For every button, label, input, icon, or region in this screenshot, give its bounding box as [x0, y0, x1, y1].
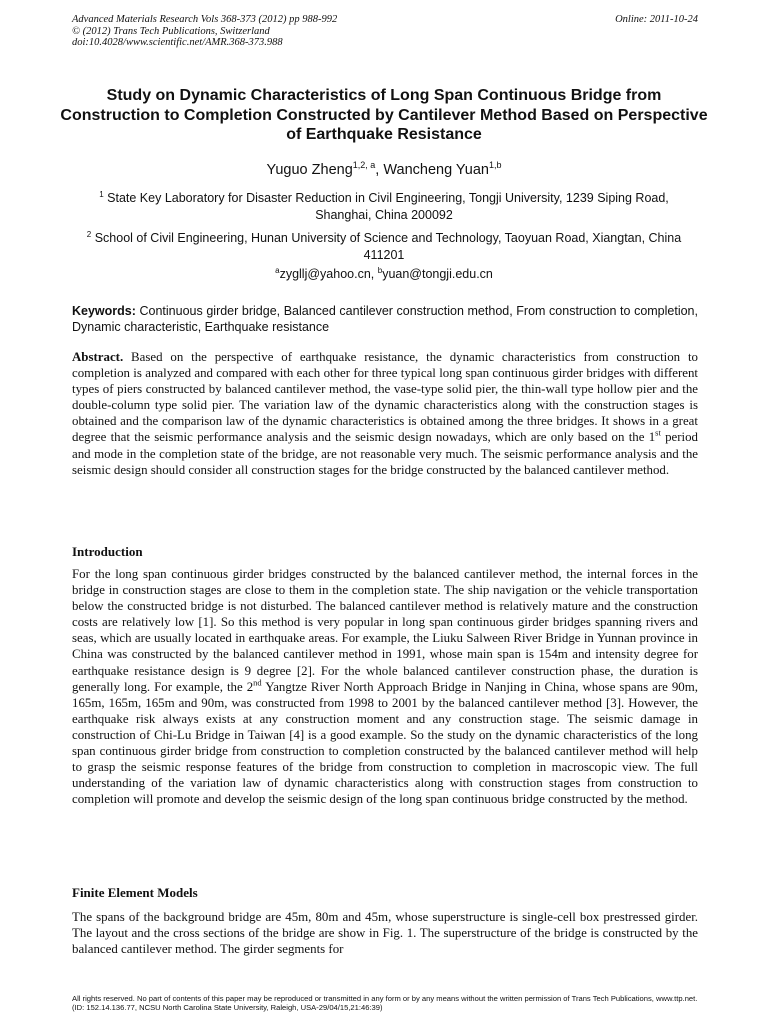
section-heading-introduction: Introduction — [72, 544, 143, 559]
author-name: Yuguo Zheng — [266, 161, 353, 178]
paragraph-text: For the long span continuous girder bridges constructed by the balanced cantilever method, the internal forces in the bridge in construction stages are close to them in the completion state. The ship navigation or the vehicle transportation below the constructed bridge is not disturbed. The balanced cantilever method is relatively mature and the construction costs are relatively low [1]. So this method is very popular in long span continuous girder bridges spanning rivers and seas, which are usually located in earthquake areas. For example, the Liuku Salween River Bridge in Yunnan province in China was constructed by the balanced cantilever method in 1991, whose main span is 154m and intensity degree for earthquake resistance design is 9 degree [2]. For the whole balanced cantilever construction phase, the duration is generally long. For example, the 2 — [72, 567, 698, 694]
journal-header — [72, 14, 698, 49]
email-mark: a — [275, 266, 280, 275]
affiliation-text: State Key Laboratory for Disaster Reduction in Civil Engineering, Tongji University, 1239 Siping Road, Shanghai, China 200092 — [107, 191, 669, 223]
doi-link[interactable]: doi:10.4028/www.scientific.net/AMR.368-373.988 — [72, 37, 283, 48]
introduction-body — [72, 566, 698, 807]
author-affiliation-mark: 1,b — [488, 160, 502, 170]
email-address[interactable]: zygllj@yahoo.cn, — [279, 267, 378, 282]
email-mark: b — [377, 266, 383, 275]
author-emails — [80, 262, 688, 283]
paragraph-text: Yangtze River North Approach Bridge in Nanjing in China, whose spans are 90m, 165m, 165m, 165m and 90m, was constructed from 1998 to 2001 by the balanced cantilever method [3]. However, the earthquake risk always exists at any construction moment and any construction stage. The seismic damage in construction of Chi-Lu Bridge in Taiwan [4] is a good example. So the study on the dynamic characteristics of the long span continuous girder bridge from construction to completion constructed by the balanced cantilever method will help to grasp the seismic response features of the bridge from construction to completion in macroscopic view. The full understanding of the variation law of dynamic characteristics along with construction stages from construction to completion will promote and develop the seismic design of the long span continuous bridge constructed by the method. — [72, 679, 698, 807]
author-list — [60, 160, 708, 178]
author-name: Wancheng Yuan — [383, 161, 489, 178]
keywords — [72, 303, 698, 335]
journal-citation: Advanced Materials Research Vols 368-373 (2012) pp 988-992 — [72, 14, 338, 25]
abstract-text: Based on the perspective of earthquake resistance, the dynamic characteristics from construction to completion is analyzed and compared with each other for three typical long span continuous girder bridges with different types of piers constructed by balanced cantilever method, the vase-type solid pier, the thin-wall type hollow pier and the double-column type solid pier. The variation law of the dynamic characteristics along with the construction stages is obtained and the comparison law of the dynamic characteristics is obtained among the three bridges. It shows in a great degree that the seismic performance analysis and the seismic design nowadays, which are only based on the 1 — [72, 350, 698, 445]
affiliation-2 — [80, 226, 688, 264]
online-date: Online: 2011-10-24 — [615, 14, 698, 25]
superscript: nd — [253, 677, 262, 688]
affiliation-mark: 1 — [99, 190, 104, 199]
author-affiliation-mark: 1,2, a — [352, 160, 376, 170]
abstract — [72, 349, 698, 478]
abstract-label: Abstract. — [72, 350, 124, 364]
email-address[interactable]: yuan@tongji.edu.cn — [382, 267, 493, 282]
paper-title: Study on Dynamic Characteristics of Long Span Continuous Bridge from Construction to Completion Constructed by Cantilever Method Based on Perspective of Earthquake Resistance — [60, 87, 708, 143]
affiliation-text: School of Civil Engineering, Hunan University of Science and Technology, Taoyuan Road, Xiangtan, China 411201 — [94, 231, 682, 263]
copyright-footer: All rights reserved. No part of contents of this paper may be reproduced or transmitted in any form or by any means without the written permission of Trans Tech Publications, www.ttp.net. (ID: 152.14.136.77, NCSU North Carolina State University, Raleigh, USA-29/04/15,21:46:39) — [72, 994, 698, 1012]
keywords-label: Keywords: — [72, 304, 136, 318]
finite-element-models-body: The spans of the background bridge are 45m, 80m and 45m, whose superstructure is single-cell box prestressed girder. The layout and the cross sections of the bridge are show in Fig. 1. The superstructure of the bridge is constructed by the balanced cantilever method. The girder segments for — [72, 910, 698, 957]
affiliation-1 — [80, 186, 688, 224]
affiliation-mark: 2 — [86, 230, 92, 239]
keywords-text: Continuous girder bridge, Balanced cantilever construction method, From construction to completion, Dynamic characteristic, Earthquake resistance — [72, 304, 698, 334]
abstract-text: period and mode in the completion state of the bridge, are not reasonable very much. The seismic performance analysis and the seismic design should consider all construction stages for the bridge constructed by the balanced cantilever method. — [72, 430, 698, 477]
superscript: st — [655, 428, 661, 439]
section-heading-finite-element-models: Finite Element Models — [72, 885, 198, 900]
author-separator: , — [375, 161, 384, 178]
copyright-line: © (2012) Trans Tech Publications, Switzerland — [72, 25, 270, 37]
